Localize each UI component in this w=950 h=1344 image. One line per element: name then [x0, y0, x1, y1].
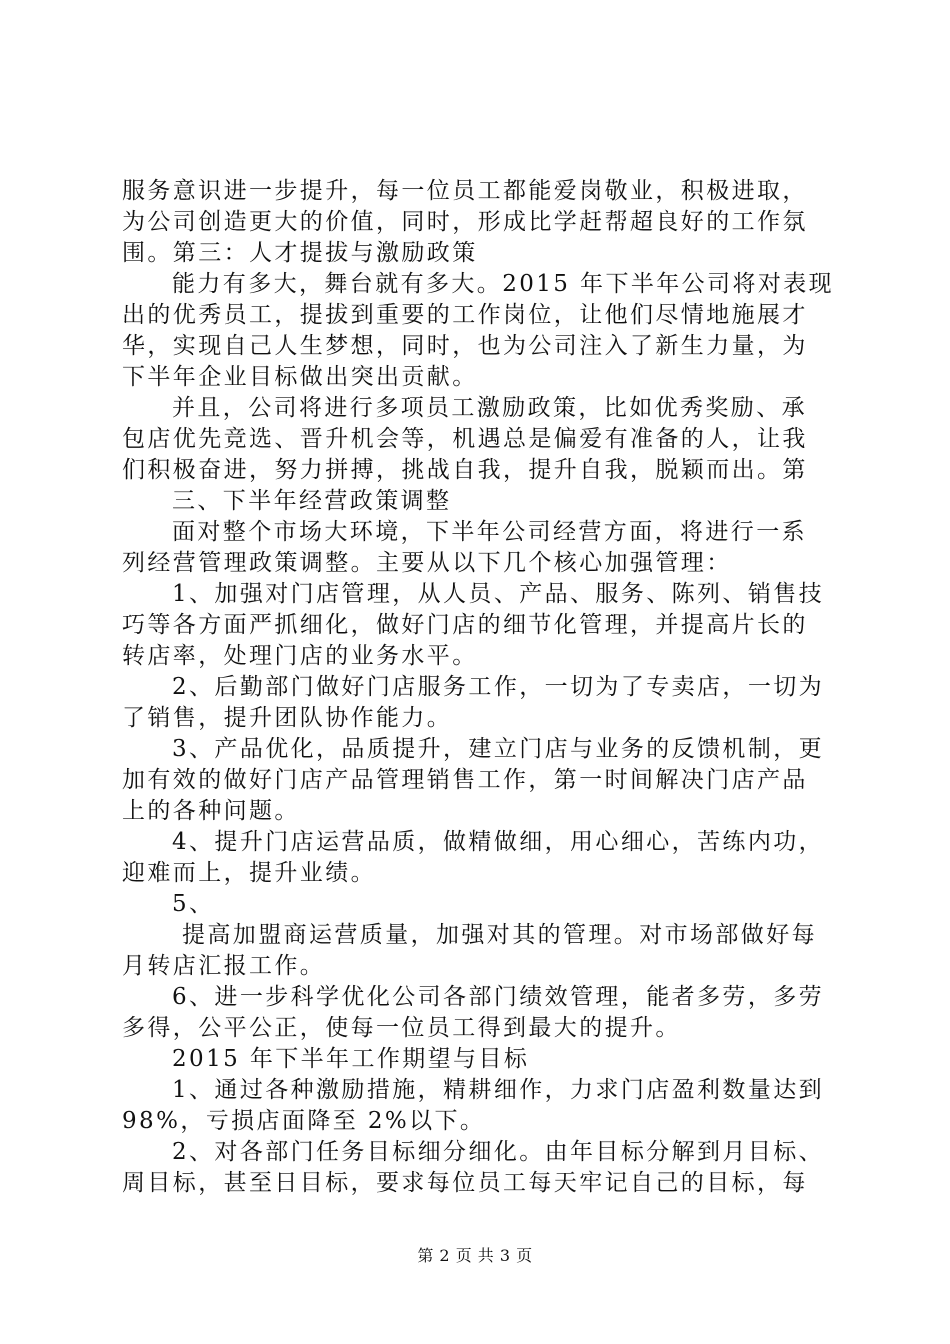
text-line: 月转店汇报工作。: [122, 953, 326, 979]
text-line: 们积极奋进，努力拼搏，挑战自我，提升自我，脱颖而出。第: [122, 457, 808, 483]
text-line: 巧等各方面严抓细化，做好门店的细节化管理，并提高片长的: [122, 612, 808, 638]
text-line: 并且，公司将进行多项员工激励政策，比如优秀奖励、承: [172, 395, 807, 421]
text-line: 列经营管理政策调整。主要从以下几个核心加强管理：: [122, 550, 732, 576]
text-line: 加有效的做好门店产品管理销售工作，第一时间解决门店产品: [122, 767, 808, 793]
text-line: 华，实现自己人生梦想，同时，也为公司注入了新生力量，为: [122, 333, 808, 359]
list-item: 1、加强对门店管理，从人员、产品、服务、陈列、销售技: [172, 581, 825, 607]
text-line: 转店率，处理门店的业务水平。: [122, 643, 478, 669]
document-body: [122, 176, 835, 1199]
text-line: 服务意识进一步提升，每一位员工都能爱岗敬业，积极进取，: [122, 178, 808, 204]
list-item: 1、通过各种激励措施，精耕细作，力求门店盈利数量达到: [172, 1077, 825, 1103]
text-line: 出的优秀员工，提拔到重要的工作岗位，让他们尽情地施展才: [122, 302, 808, 328]
text-line: 多得，公平公正，使每一位员工得到最大的提升。: [122, 1015, 681, 1041]
text-line: 下半年企业目标做出突出贡献。: [122, 364, 478, 390]
list-item: 2、对各部门任务目标细分细化。由年目标分解到月目标、: [172, 1139, 825, 1165]
text-line: 为公司创造更大的价值，同时，形成比学赶帮超良好的工作氛: [122, 209, 808, 235]
section-heading: 三、下半年经营政策调整: [172, 488, 452, 514]
list-item: 6、进一步科学优化公司各部门绩效管理，能者多劳，多劳: [172, 984, 825, 1010]
text-line: 周目标，甚至日目标，要求每位员工每天牢记自己的目标，每: [122, 1170, 808, 1196]
text-line: 包店优先竞选、晋升机会等，机遇总是偏爱有准备的人，让我: [122, 426, 808, 452]
list-item: 5、: [172, 891, 215, 917]
text-line: 提高加盟商运营质量，加强对其的管理。对市场部做好每: [182, 922, 817, 948]
text-line: 围。第三：人才提拔与激励政策: [122, 240, 478, 266]
text-line: 能力有多大，舞台就有多大。2015 年下半年公司将对表现: [172, 271, 835, 297]
text-line: 面对整个市场大环境，下半年公司经营方面，将进行一系: [172, 519, 807, 545]
text-line: 98%，亏损店面降至 2%以下。: [122, 1108, 486, 1134]
text-line: 了销售，提升团队协作能力。: [122, 705, 453, 731]
text-line: 上的各种问题。: [122, 798, 300, 824]
list-item: 3、产品优化，品质提升，建立门店与业务的反馈机制，更: [172, 736, 825, 762]
section-heading: 2015 年下半年工作期望与目标: [172, 1046, 530, 1072]
list-item: 4、提升门店运营品质，做精做细，用心细心，苦练内功，: [172, 829, 825, 855]
page-number-footer: 第 2 页 共 3 页: [417, 1246, 533, 1265]
list-item: 2、后勤部门做好门店服务工作，一切为了专卖店，一切为: [172, 674, 825, 700]
text-line: 迎难而上，提升业绩。: [122, 860, 376, 886]
